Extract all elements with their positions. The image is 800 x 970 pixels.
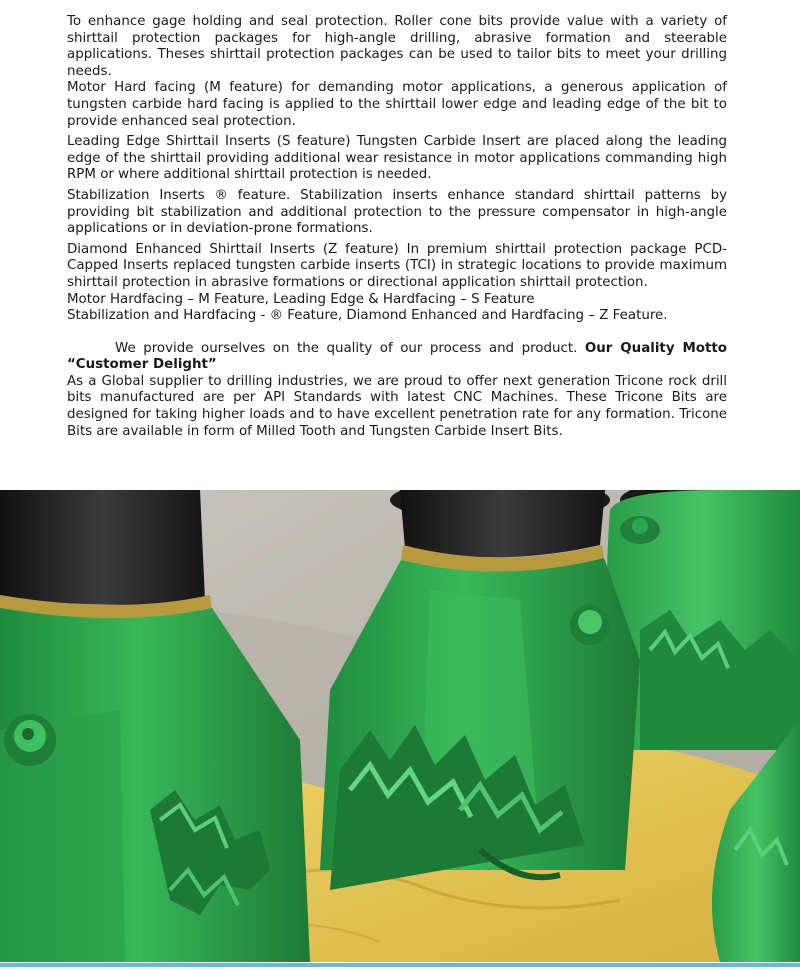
tricone-bits-photo [0, 490, 800, 962]
paragraph-feature-list-1: Motor Hardfacing – M Feature, Leading Edge & Hardfacing – S Feature [67, 291, 535, 307]
paragraph-diamond-enhanced-inserts: Diamond Enhanced Shirttail Inserts (Z feature) In premium shirttail protection package PCD-Capped Inserts replaced tungsten carbide inserts (TCI) in strategic locations to provide maximum shirttail protection in abrasive formations or directional application shirttail protection. [67, 241, 727, 290]
paragraph-leading-edge-inserts: Leading Edge Shirttail Inserts (S feature) Tungsten Carbide Insert are placed along the leading edge of the shirttail providing additional wear resistance in motor applications commanding high RPM or where additional shirttail protection is needed. [67, 134, 727, 183]
paragraph-shirttail-intro: To enhance gage holding and seal protection. Roller cone bits provide value with a variety of shirttail protection packages for high-angle drilling, abrasive formation and steerable applications. Theses shirttail protection packages can be used to tailor bits to meet your drilling needs. [67, 14, 727, 79]
footer-divider [0, 962, 800, 970]
document-body [67, 14, 727, 440]
paragraph-feature-list-2: Stabilization and Hardfacing - ® Feature, Diamond Enhanced and Hardfacing – Z Feature. [67, 308, 668, 324]
footer-accent-line [0, 963, 800, 967]
paragraph-quality-motto [67, 341, 727, 374]
paragraph-motor-hardfacing: Motor Hard facing (M feature) for demanding motor applications, a generous application of tungsten carbide hard facing is applied to the shirttail lower edge and leading edge of the bit to provide enhanced seal protection. [67, 80, 727, 129]
quality-statement: We provide ourselves on the quality of our process and product. [115, 340, 585, 356]
paragraph-global-supplier: As a Global supplier to drilling industries, we are proud to offer next generation Tricone rock drill bits manufactured are per API Standards with latest CNC Machines. These Tricone Bits are designed for taking higher loads and to have excellent penetration rate for any formation. Tricone Bits are available in form of Milled Tooth and Tungsten Carbide Insert Bits. [67, 373, 727, 439]
tricone-drill-bits-icon [0, 490, 800, 962]
paragraph-stabilization-inserts: Stabilization Inserts ® feature. Stabilization inserts enhance standard shirttail patterns by providing bit stabilization and additional protection to the pressure compensator in high-angle applications or in deviation-prone formations. [67, 187, 727, 237]
quality-motto: Our Quality Motto “Customer Delight” [67, 340, 727, 373]
